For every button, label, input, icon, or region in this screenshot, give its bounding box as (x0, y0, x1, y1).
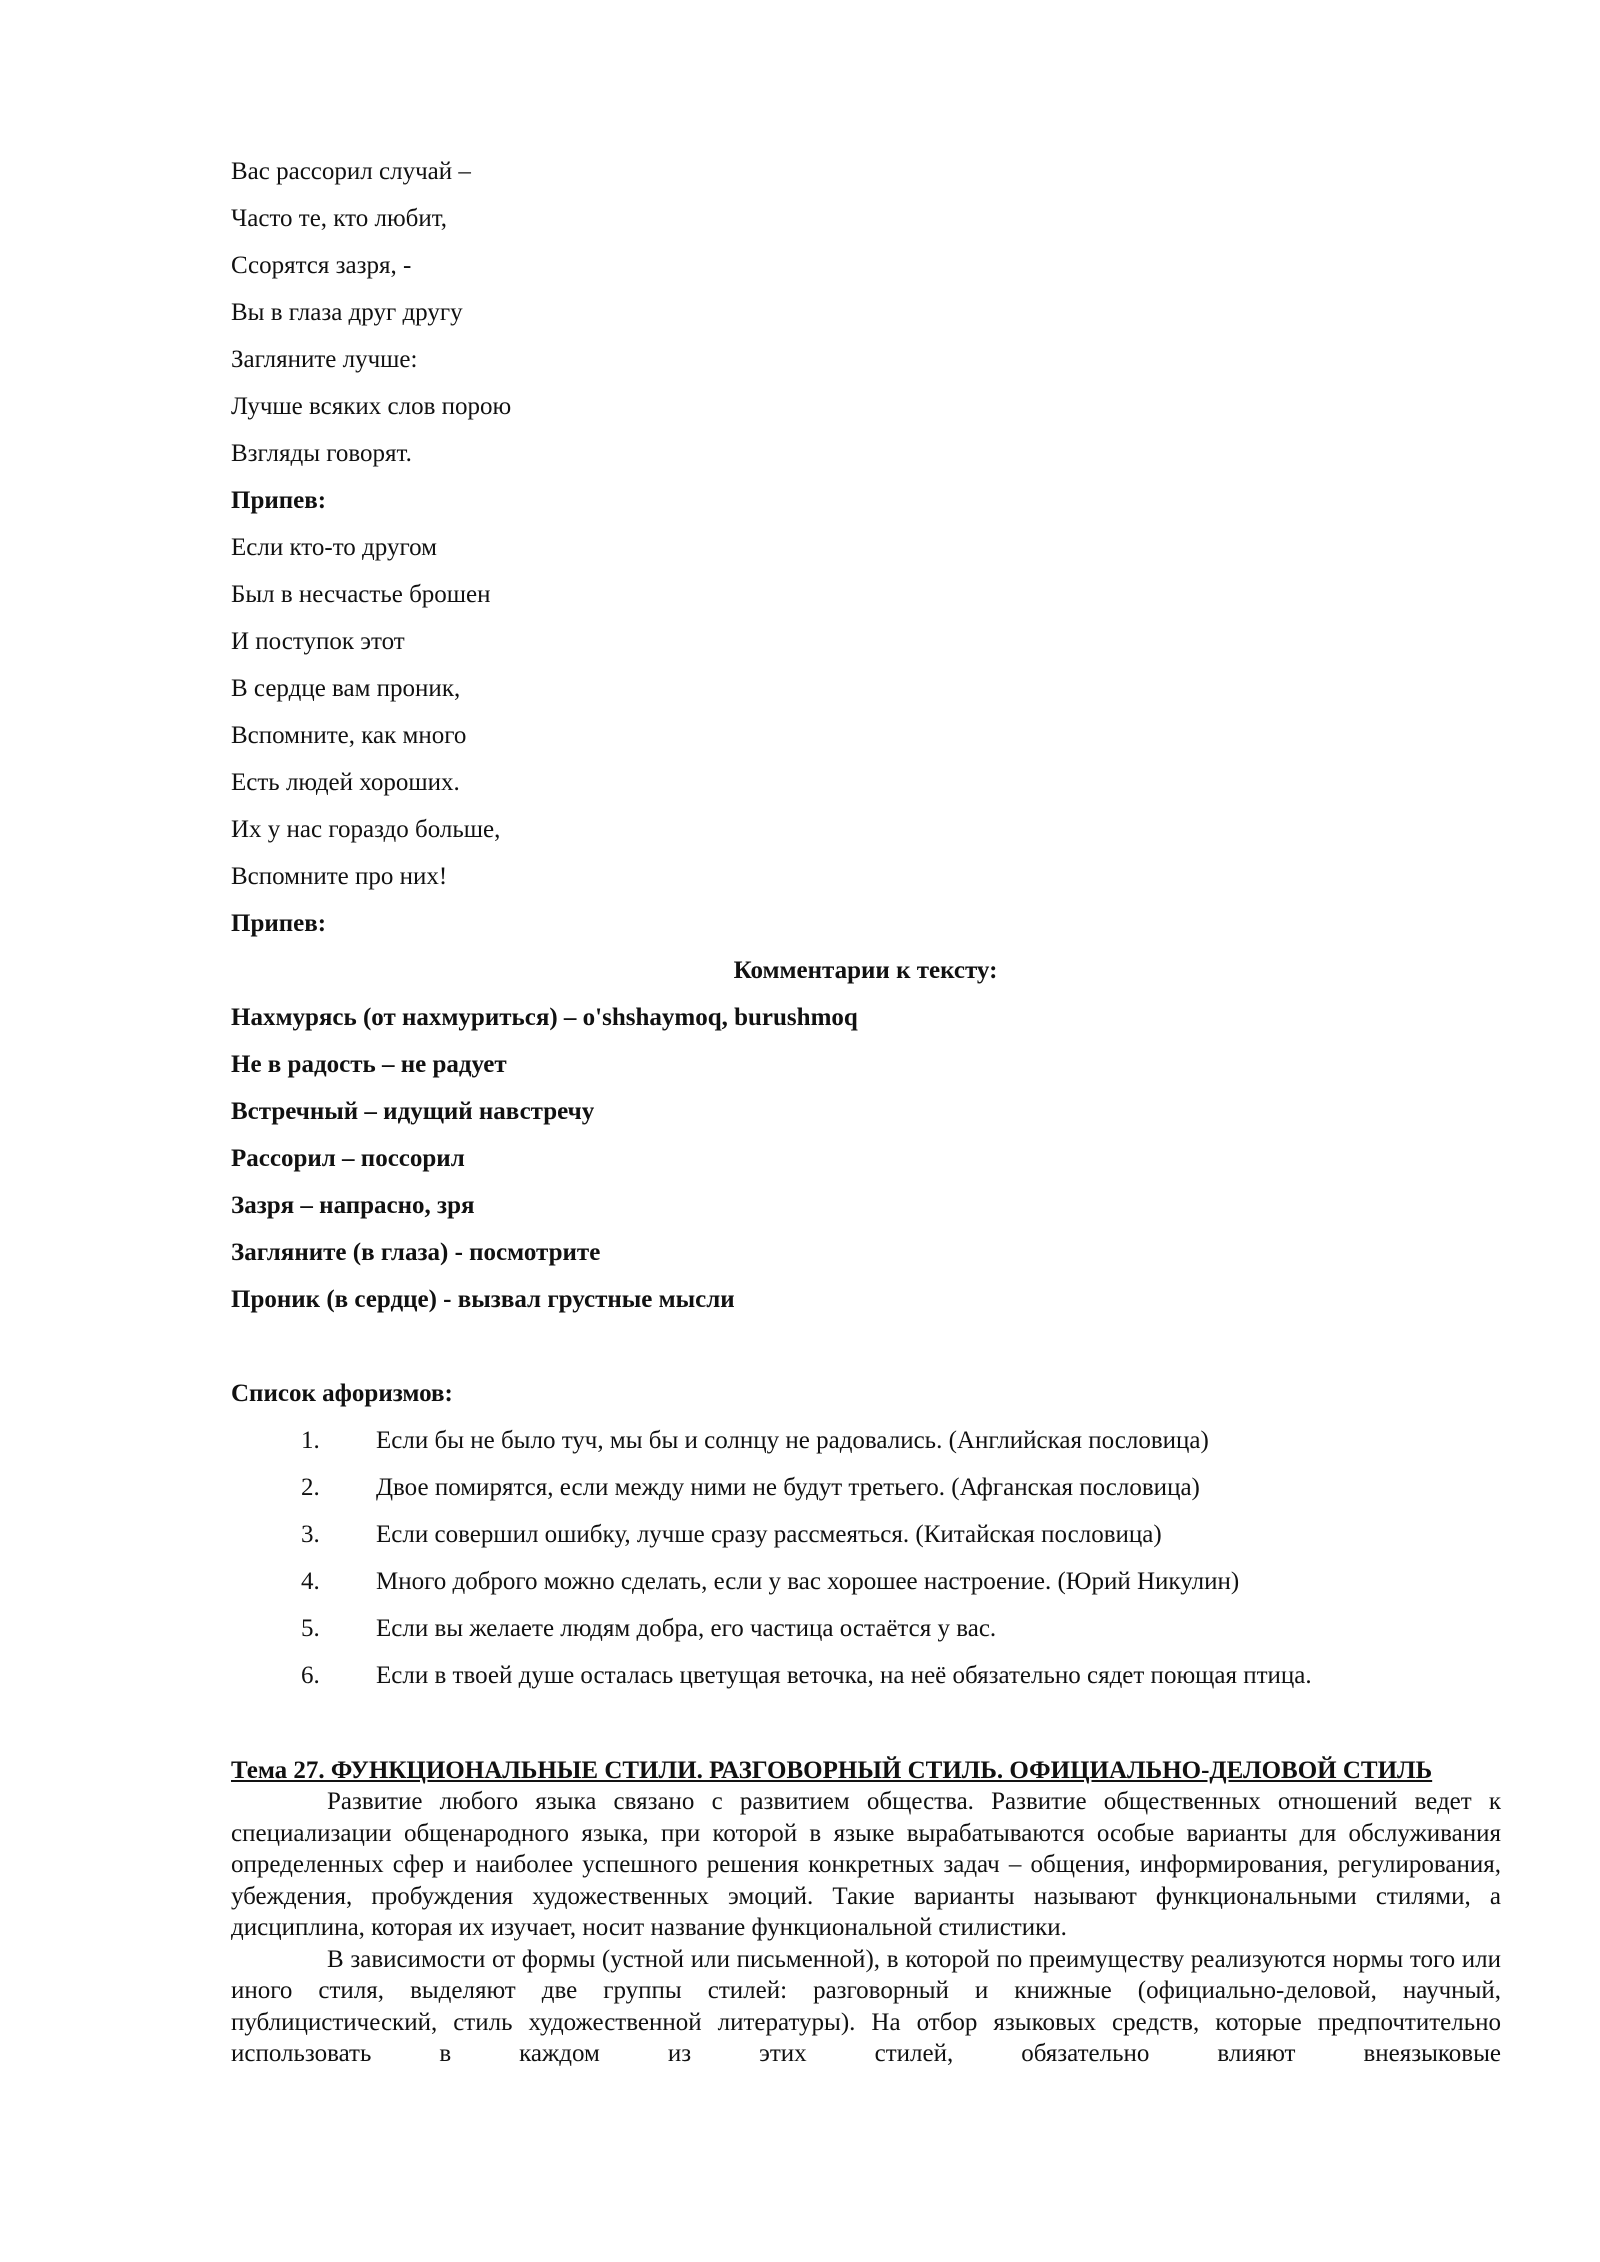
aphorism-text: Если совершил ошибку, лучше сразу рассмеяться. (Китайская пословица) (376, 1521, 1162, 1548)
aphorism-number: 5. (301, 1615, 320, 1642)
aphorism-item (231, 1652, 1500, 1699)
aphorism-number: 2. (301, 1474, 320, 1501)
poem-line: Часто те, кто любит, (231, 205, 448, 232)
poem-line: Вспомните про них! (231, 863, 448, 890)
poem-line: Если кто-то другом (231, 534, 437, 561)
poem-stanza-2 (231, 524, 1500, 900)
poem-line: Вас рассорил случай – (231, 158, 471, 185)
poem-line: Загляните лучше: (231, 346, 418, 373)
poem-line: В сердце вам проник, (231, 675, 461, 702)
aphorism-text: Если вы желаете людям добра, его частица остаётся у вас. (376, 1615, 997, 1642)
comment-item: Не в радость – не радует (231, 1051, 507, 1078)
refrain-label: Припев: (231, 487, 327, 514)
comment-item: Проник (в сердце) - вызвал грустные мысли (231, 1286, 735, 1313)
aphorism-text: Если в твоей душе осталась цветущая веточка, на неё обязательно сядет поющая птица. (376, 1662, 1312, 1689)
aphorisms-heading: Список афоризмов: (231, 1380, 453, 1407)
spacer (231, 1699, 1500, 1755)
page-content (231, 148, 1500, 2070)
poem-line: Ссорятся зазря, - (231, 252, 412, 279)
poem-line: И поступок этот (231, 628, 405, 655)
refrain-label: Припев: (231, 910, 327, 937)
comment-item: Загляните (в глаза) - посмотрите (231, 1239, 601, 1266)
comments-heading: Комментарии к тексту: (733, 957, 998, 984)
topic-title: Тема 27. ФУНКЦИОНАЛЬНЫЕ СТИЛИ. РАЗГОВОРНЫЙ СТИЛЬ. ОФИЦИАЛЬНО-ДЕЛОВОЙ СТИЛЬ (231, 1757, 1433, 1784)
poem-line: Их у нас гораздо больше, (231, 816, 501, 843)
aphorism-text: Если бы не было туч, мы бы и солнцу не радовались. (Английская пословица) (376, 1427, 1209, 1454)
poem-line: Взгляды говорят. (231, 440, 412, 467)
poem-line: Есть людей хороших. (231, 769, 460, 796)
comment-item: Рассорил – поссорил (231, 1145, 465, 1172)
aphorism-item (231, 1558, 1500, 1605)
aphorisms-list (231, 1417, 1500, 1699)
comment-item: Нахмурясь (от нахмуриться) – o'shshaymoq, burushmoq (231, 1004, 858, 1031)
poem-stanza-1 (231, 148, 1500, 477)
comment-item: Встречный – идущий навстречу (231, 1098, 595, 1125)
aphorism-number: 4. (301, 1568, 320, 1595)
body-paragraph: В зависимости от формы (устной или письменной), в которой по преимуществу реализуются нормы того или иного стиля, выделяют две группы стилей: разговорный и книжные (официально-деловой, научный, публицистический, стиль художественной литературы). На отбор языковых средств, которые предпочтительно использовать в каждом из этих стилей, обязательно влияют внеязыковые (231, 1945, 1501, 2067)
aphorism-number: 3. (301, 1521, 320, 1548)
comment-item: Зазря – напрасно, зря (231, 1192, 475, 1219)
comments-list (231, 994, 1500, 1323)
poem-line: Вы в глаза друг другу (231, 299, 463, 326)
poem-line: Вспомните, как много (231, 722, 467, 749)
aphorism-item (231, 1464, 1500, 1511)
aphorism-number: 1. (301, 1427, 320, 1454)
aphorism-item (231, 1417, 1500, 1464)
aphorism-item (231, 1511, 1500, 1558)
poem-line: Лучше всяких слов порою (231, 393, 512, 420)
aphorism-text: Двое помирятся, если между ними не будут третьего. (Афганская пословица) (376, 1474, 1200, 1501)
spacer (231, 1323, 1500, 1370)
aphorism-text: Много доброго можно сделать, если у вас хорошее настроение. (Юрий Никулин) (376, 1568, 1240, 1595)
aphorism-item (231, 1605, 1500, 1652)
poem-line: Был в несчастье брошен (231, 581, 491, 608)
body-paragraph: Развитие любого языка связано с развитием общества. Развитие общественных отношений ведет к специализации общенародного языка, при которой в языке вырабатываются особые варианты для обслуживания определенных сфер и наиболее успешного решения конкретных задач – общения, информирования, регулирования, убеждения, пробуждения художественных эмоций. Такие варианты называют функциональными стилями, а дисциплина, которая их изучает, носит название функциональной стилистики. (231, 1788, 1501, 1941)
aphorism-number: 6. (301, 1662, 320, 1689)
